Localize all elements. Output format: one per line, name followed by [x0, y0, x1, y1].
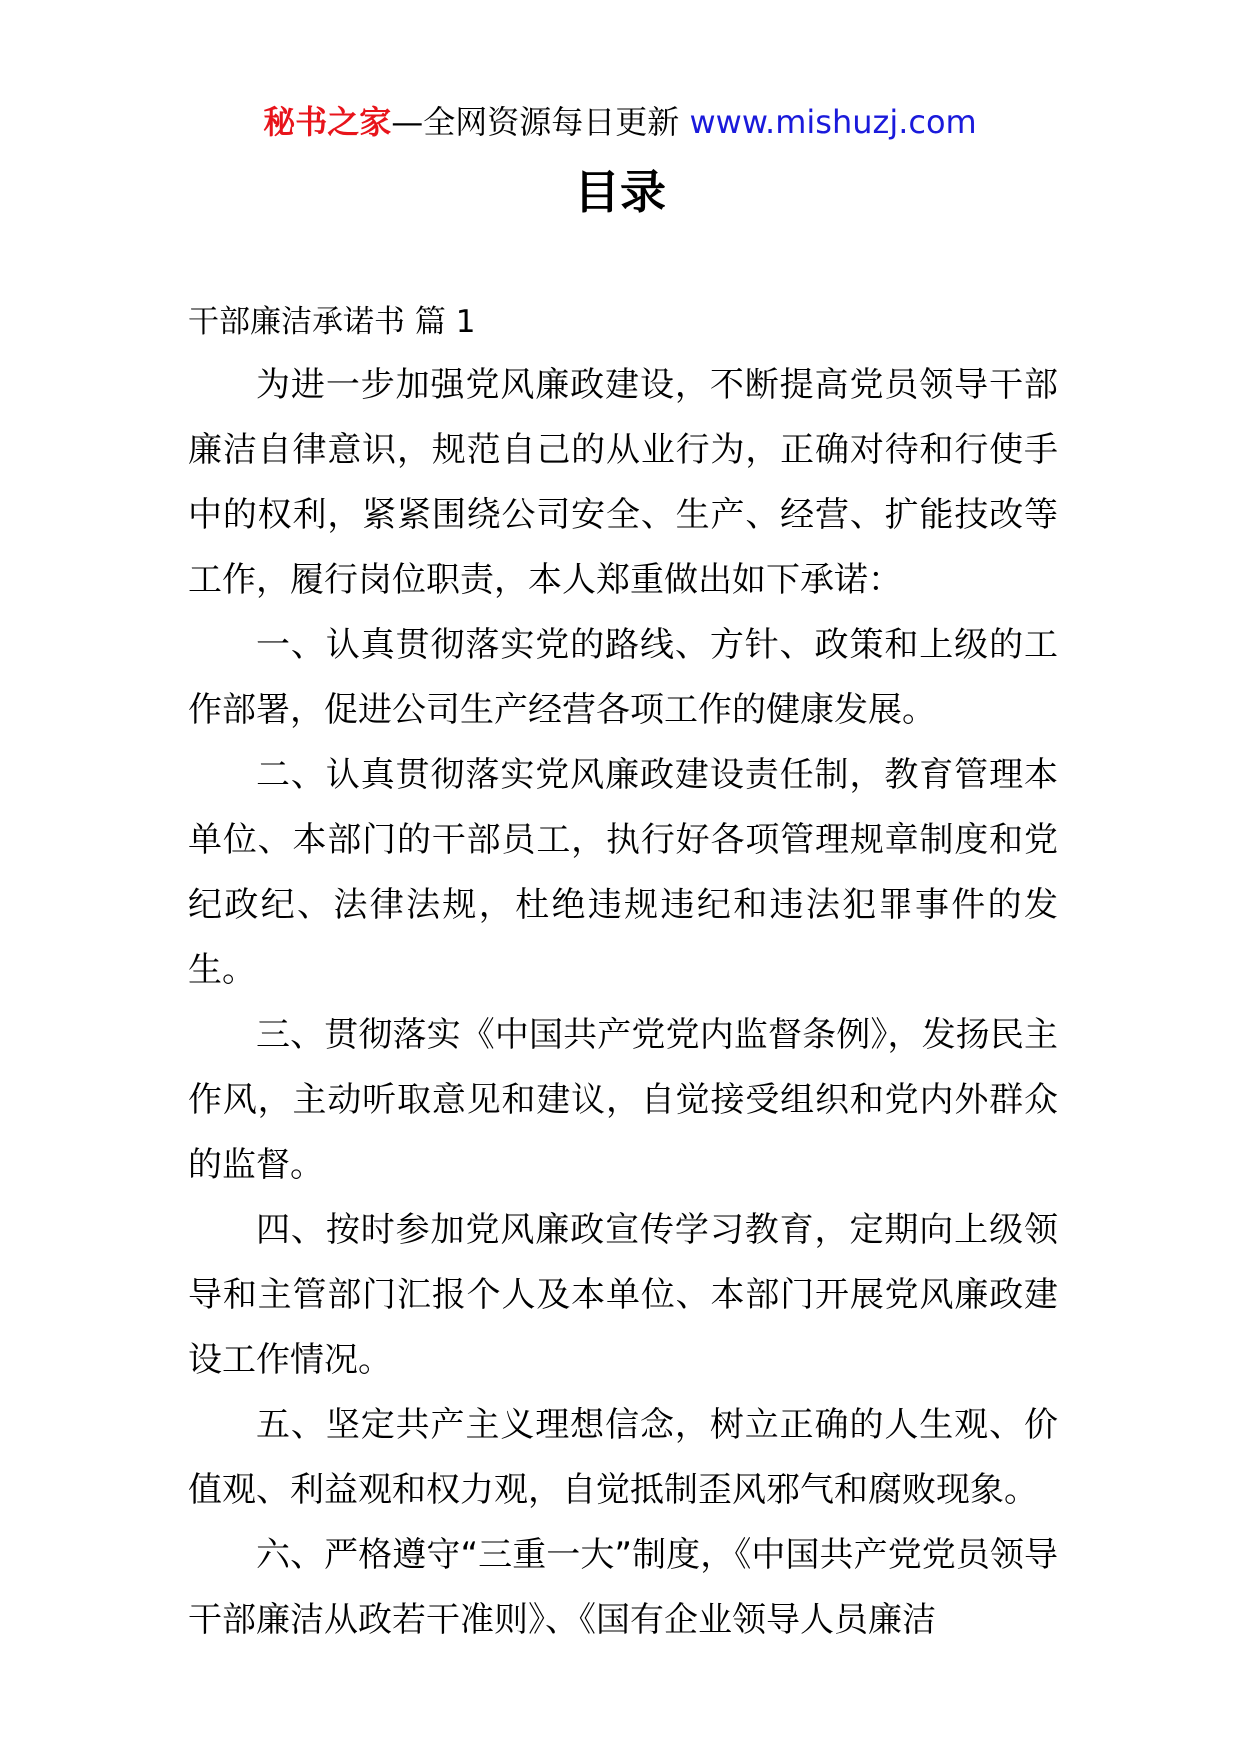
- paragraph-item-6: 六、严格遵守“三重一大”制度，《中国共产党党员领导干部廉洁从政若干准则》、《国有企业领导人员廉洁: [188, 1535, 1058, 1640]
- section-heading: 干部廉洁承诺书 篇 1: [188, 304, 476, 340]
- paragraph-item-3: 三、贯彻落实《中国共产党党内监督条例》，发扬民主作风，主动听取意见和建议，自觉接受组织和党内外群众的监督。: [188, 1015, 1058, 1185]
- paragraph-intro: 为进一步加强党风廉政建设，不断提高党员领导干部廉洁自律意识，规范自己的从业行为，正确对待和行使手中的权利，紧紧围绕公司安全、生产、经营、扩能技改等工作，履行岗位职责，本人郑重做出如下承诺：: [188, 365, 1058, 600]
- paragraph-item-2: 二、认真贯彻落实党风廉政建设责任制，教育管理本单位、本部门的干部员工，执行好各项管理规章制度和党纪政纪、法律法规，杜绝违规违纪和违法犯罪事件的发生。: [188, 755, 1058, 990]
- paragraph-item-4: 四、按时参加党风廉政宣传学习教育，定期向上级领导和主管部门汇报个人及本单位、本部门开展党风廉政建设工作情况。: [188, 1210, 1058, 1380]
- site-url-link[interactable]: www.mishuzj.com: [689, 103, 977, 141]
- site-header: [0, 100, 1240, 144]
- site-tagline: —全网资源每日更新: [391, 103, 680, 141]
- page-title: 目录: [574, 165, 666, 219]
- document-body: [188, 291, 1058, 1653]
- site-brand: 秘书之家: [263, 103, 392, 141]
- paragraph-item-5: 五、坚定共产主义理想信念，树立正确的人生观、价值观、利益观和权力观，自觉抵制歪风邪气和腐败现象。: [188, 1405, 1058, 1510]
- paragraph-item-1: 一、认真贯彻落实党的路线、方针、政策和上级的工作部署，促进公司生产经营各项工作的健康发展。: [188, 625, 1058, 730]
